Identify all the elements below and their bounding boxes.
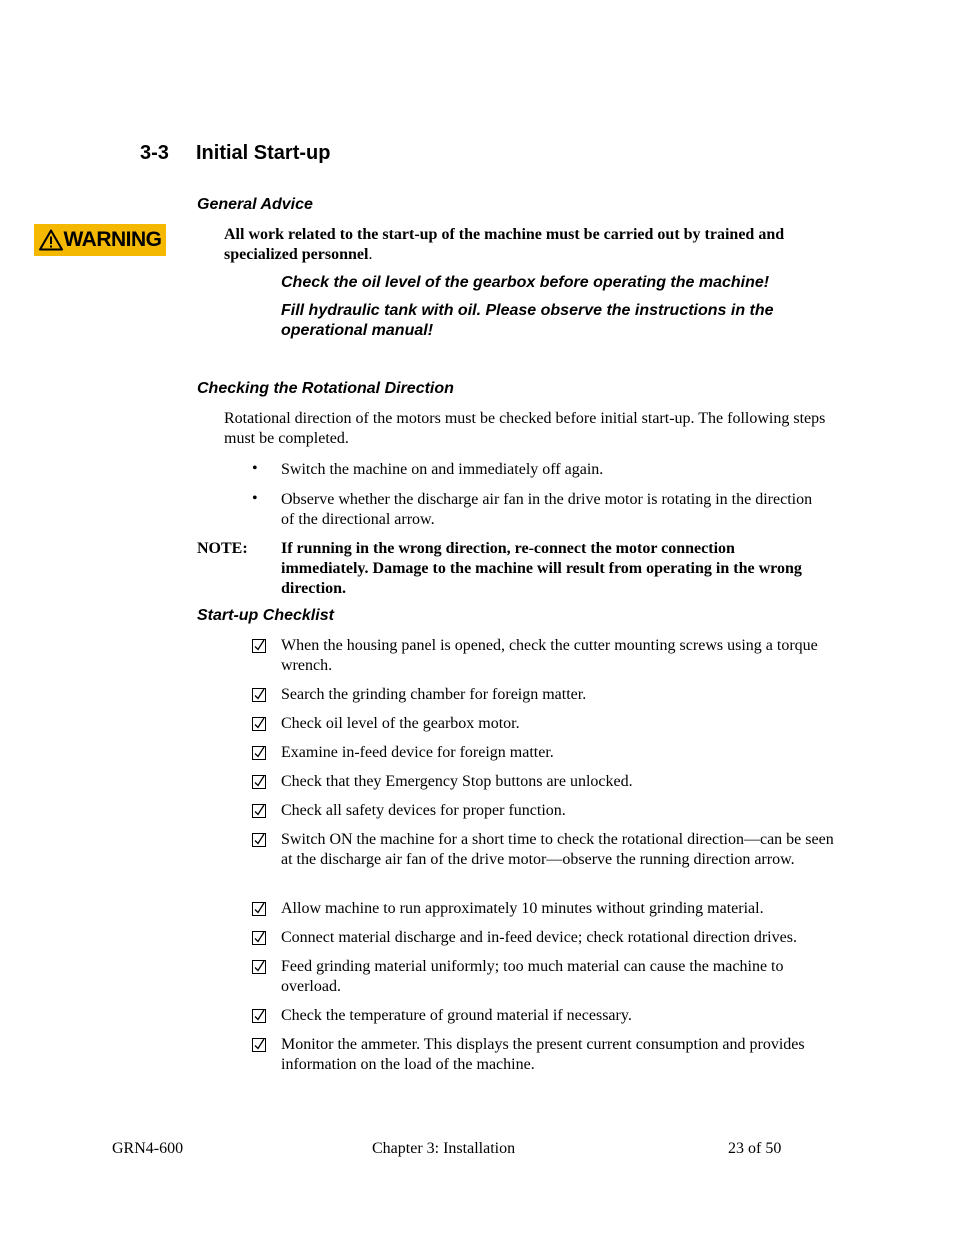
checked-box-icon [252,1035,268,1051]
section-heading [140,141,331,165]
checked-box-icon [252,899,268,915]
checklist-item: Check the temperature of ground material if necessary. [281,1007,632,1024]
bullet-icon: • [252,490,258,507]
warning-text-tail: . [368,246,373,263]
checklist-item: Allow machine to run approximately 10 minutes without grinding material. [281,900,764,917]
checklist-item: Check oil level of the gearbox motor. [281,715,520,732]
checklist-item: Monitor the ammeter. This displays the present current consumption and provides information on the load of the machine. [281,1036,805,1073]
checked-box-icon [252,743,268,759]
warning-text [224,225,844,265]
oil-level-note: Check the oil level of the gearbox before operating the machine! [281,274,770,291]
list-item: Observe whether the discharge air fan in the drive motor is rotating in the direction of the directional arrow. [281,491,813,528]
warning-triangle-icon [39,229,63,251]
warning-badge [34,224,166,256]
footer-chapter: Chapter 3: Installation [372,1140,516,1157]
footer-page-number: 23 of 50 [728,1140,782,1157]
checklist-item: Search the grinding chamber for foreign matter. [281,686,587,703]
footer-doc-id: GRN4-600 [112,1140,184,1157]
checklist-item: Check all safety devices for proper function. [281,802,566,819]
checklist-item: Switch ON the machine for a short time to check the rotational direction—can be seen at the discharge air fan of the drive motor—observe the running direction arrow. [281,831,834,868]
bullet-icon: • [252,460,258,477]
list-item: Switch the machine on and immediately off again. [281,461,604,478]
checklist-heading: Start-up Checklist [197,607,334,624]
rotation-heading: Checking the Rotational Direction [197,380,454,397]
note-label: NOTE: [197,540,248,557]
rotation-intro: Rotational direction of the motors must be checked before initial start-up. The following steps must be completed. [224,410,826,447]
checked-box-icon [252,772,268,788]
checked-box-icon [252,928,268,944]
checked-box-icon [252,636,268,652]
note-text: If running in the wrong direction, re-connect the motor connection immediately. Damage to the machine will result from operating in the wrong direction. [281,540,802,597]
checklist-item: Connect material discharge and in-feed device; check rotational direction drives. [281,929,797,946]
hydraulic-tank-note: Fill hydraulic tank with oil. Please observe the instructions in the operational manual! [281,302,774,339]
checked-box-icon [252,830,268,846]
general-advice-heading: General Advice [197,196,313,213]
checklist-item: Check that they Emergency Stop buttons are unlocked. [281,773,633,790]
checklist-item: When the housing panel is opened, check the cutter mounting screws using a torque wrench. [281,637,818,674]
warning-text-bold: All work related to the start-up of the machine must be carried out by trained and specialized personnel [224,226,785,263]
section-number: 3-3 [140,142,169,164]
warning-label: WARNING [63,228,162,251]
checked-box-icon [252,957,268,973]
checked-box-icon [252,714,268,730]
section-title: Initial Start-up [196,142,331,164]
checklist-item: Examine in-feed device for foreign matter. [281,744,554,761]
checked-box-icon [252,685,268,701]
checked-box-icon [252,1006,268,1022]
checklist-item: Feed grinding material uniformly; too much material can cause the machine to overload. [281,958,784,995]
checked-box-icon [252,801,268,817]
